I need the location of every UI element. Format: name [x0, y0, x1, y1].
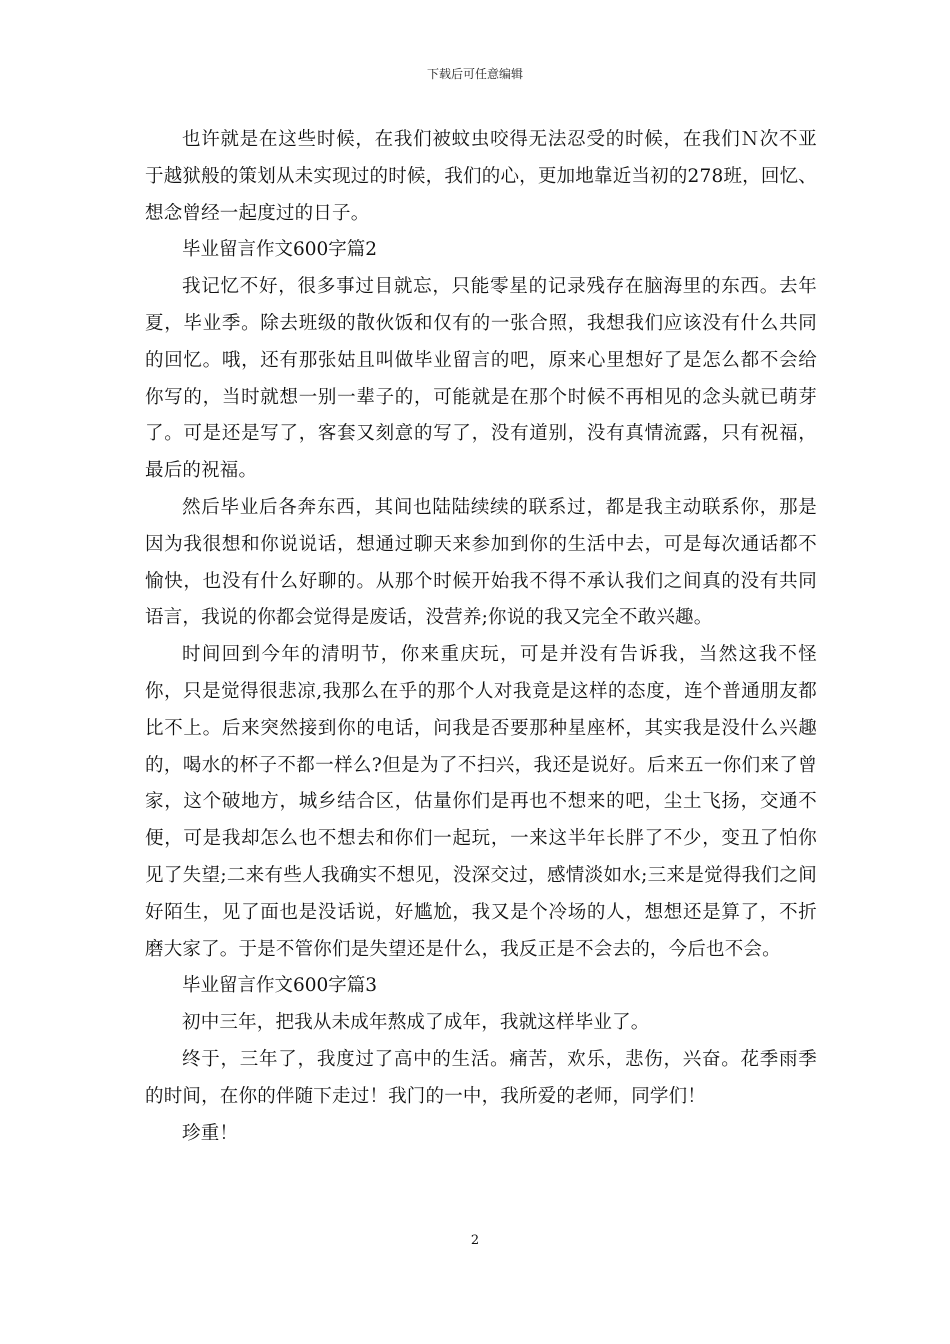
paragraph: 珍重！ — [182, 1122, 239, 1144]
paragraph: 终于，三年了，我度过了高中的生活。痛苦，欢乐，悲伤，兴奋。花季雨季的时间，在你的伴随下走过！我门的一中，我所爱的老师，同学们！ — [145, 1048, 817, 1107]
document-body — [145, 122, 817, 1152]
paragraph: 也许就是在这些时候，在我们被蚊虫咬得无法忍受的时候，在我们Ｎ次不亚于越狱般的策划从未实现过的时候，我们的心，更加地靠近当初的278班，回忆、想念曾经一起度过的日子。 — [145, 129, 817, 224]
page-header-note: 下载后可任意编辑 — [426, 67, 523, 81]
section-heading: 毕业留言作文600字篇3 — [182, 975, 378, 997]
paragraph: 时间回到今年的清明节，你来重庆玩，可是并没有告诉我，当然这我不怪你，只是觉得很悲凉,我那么在乎的那个人对我竟是这样的态度，连个普通朋友都比不上。后来突然接到你的电话，问我是否要那种星座杯，其实我是没什么兴趣的，喝水的杯子不都一样么?但是为了不扫兴，我还是说好。后来五一你们来了曾家，这个破地方，城乡结合区，估量你们是再也不想来的吧，尘土飞扬，交通不便，可是我却怎么也不想去和你们一起玩，一来这半年长胖了不少，变丑了怕你见了失望;二来有些人我确实不想见，没深交过，感情淡如水;三来是觉得我们之间好陌生，见了面也是没话说，好尴尬，我又是个冷场的人，想想还是算了，不折磨大家了。于是不管你们是失望还是什么，我反正是不会去的，今后也不会。 — [145, 644, 817, 960]
paragraph: 然后毕业后各奔东西，其间也陆陆续续的联系过，都是我主动联系你，那是因为我很想和你说说话，想通过聊天来参加到你的生活中去，可是每次通话都不愉快，也没有什么好聊的。从那个时候开始我不得不承认我们之间真的没有共同语言，我说的你都会觉得是废话，没营养;你说的我又完全不敢兴趣。 — [145, 496, 817, 629]
section-heading: 毕业留言作文600字篇2 — [182, 239, 378, 261]
paragraph: 我记忆不好，很多事过目就忘，只能零星的记录残存在脑海里的东西。去年夏，毕业季。除去班级的散伙饭和仅有的一张合照，我想我们应该没有什么共同的回忆。哦，还有那张姑且叫做毕业留言的吧，原来心里想好了是怎么都不会给你写的，当时就想一别一辈子的，可能就是在那个时候不再相见的念头就已萌芽了。可是还是写了，客套又刻意的写了，没有道别，没有真情流露，只有祝福，最后的祝福。 — [145, 276, 817, 482]
paragraph: 初中三年，把我从未成年熬成了成年，我就这样毕业了。 — [182, 1012, 650, 1034]
page-number: 2 — [470, 1233, 480, 1248]
